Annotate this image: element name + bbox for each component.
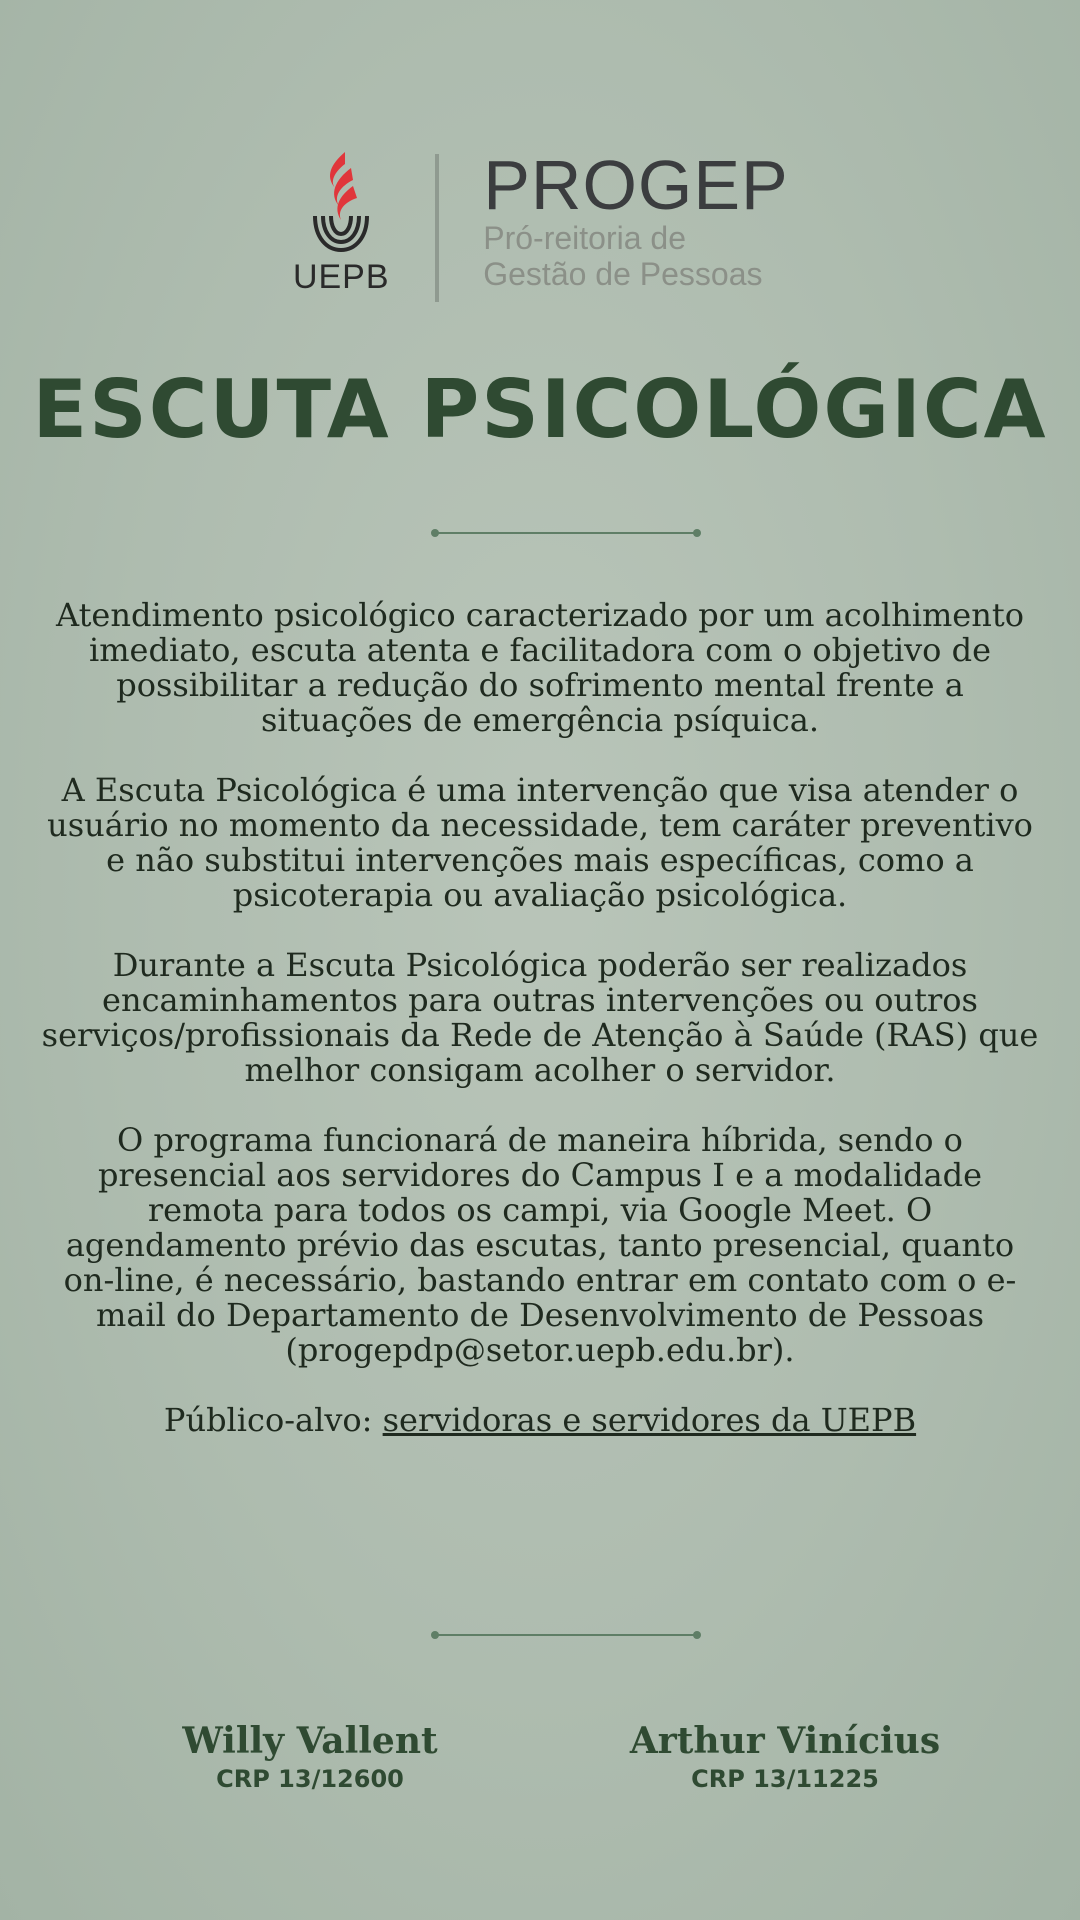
target-audience-value: servidoras e servidores da UEPB <box>382 1401 917 1439</box>
uepb-logo <box>291 150 391 294</box>
progep-subtitle-line2: Gestão de Pessoas <box>483 256 763 292</box>
professional-crp: CRP 13/11225 <box>691 1765 879 1793</box>
paragraph-referrals: Durante a Escuta Psicológica poderão ser realizados encaminhamentos para outras intervenções ou outros serviços/profissionais da Rede de Atenção à Saúde (RAS) que melhor consigam acolher o servidor. <box>41 946 1039 1089</box>
target-audience-label: Público-alvo: <box>163 1401 373 1439</box>
progep-title: PROGEP <box>483 146 789 224</box>
professional-name: Arthur Vinícius <box>629 1720 941 1762</box>
header-divider <box>435 154 439 302</box>
professional-name: Willy Vallent <box>182 1720 438 1762</box>
body-text <box>40 598 1040 1473</box>
paragraph-intervention: A Escuta Psicológica é uma intervenção que visa atender o usuário no momento da necessidade, tem caráter preventivo e não substitui intervenções mais específicas, como a psicoterapia ou avaliação psicológica. <box>47 771 1033 914</box>
professional-crp: CRP 13/12600 <box>216 1765 404 1793</box>
header <box>0 146 1080 302</box>
flame-logo-icon <box>301 150 381 260</box>
paragraph-program: O programa funcionará de maneira híbrida, sendo o presencial aos servidores do Campus I e a modalidade remota para todos os campi, via Google Meet. O agendamento prévio das escutas, tanto presencial, quanto on-line, é necessário, bastando entrar em contato com o e-mail do Departamento de Desenvolvimento de Pessoas (progepdp@setor.uepb.edu.br). <box>63 1121 1017 1369</box>
progep-subtitle-line1: Pró-reitoria de <box>483 220 686 256</box>
target-audience <box>40 1403 1040 1438</box>
bottom-separator <box>435 1634 697 1636</box>
top-separator <box>435 532 697 534</box>
progep-block <box>483 146 789 292</box>
professional-2 <box>605 1720 965 1796</box>
professional-1 <box>130 1720 490 1796</box>
uepb-logo-text: UEPB <box>292 258 390 296</box>
page-title: ESCUTA PSICOLÓGICA <box>32 363 1048 456</box>
paragraph-definition: Atendimento psicológico caracterizado por um acolhimento imediato, escuta atenta e facilitadora com o objetivo de possibilitar a redução do sofrimento mental frente a situações de emergência psíquica. <box>56 596 1024 739</box>
